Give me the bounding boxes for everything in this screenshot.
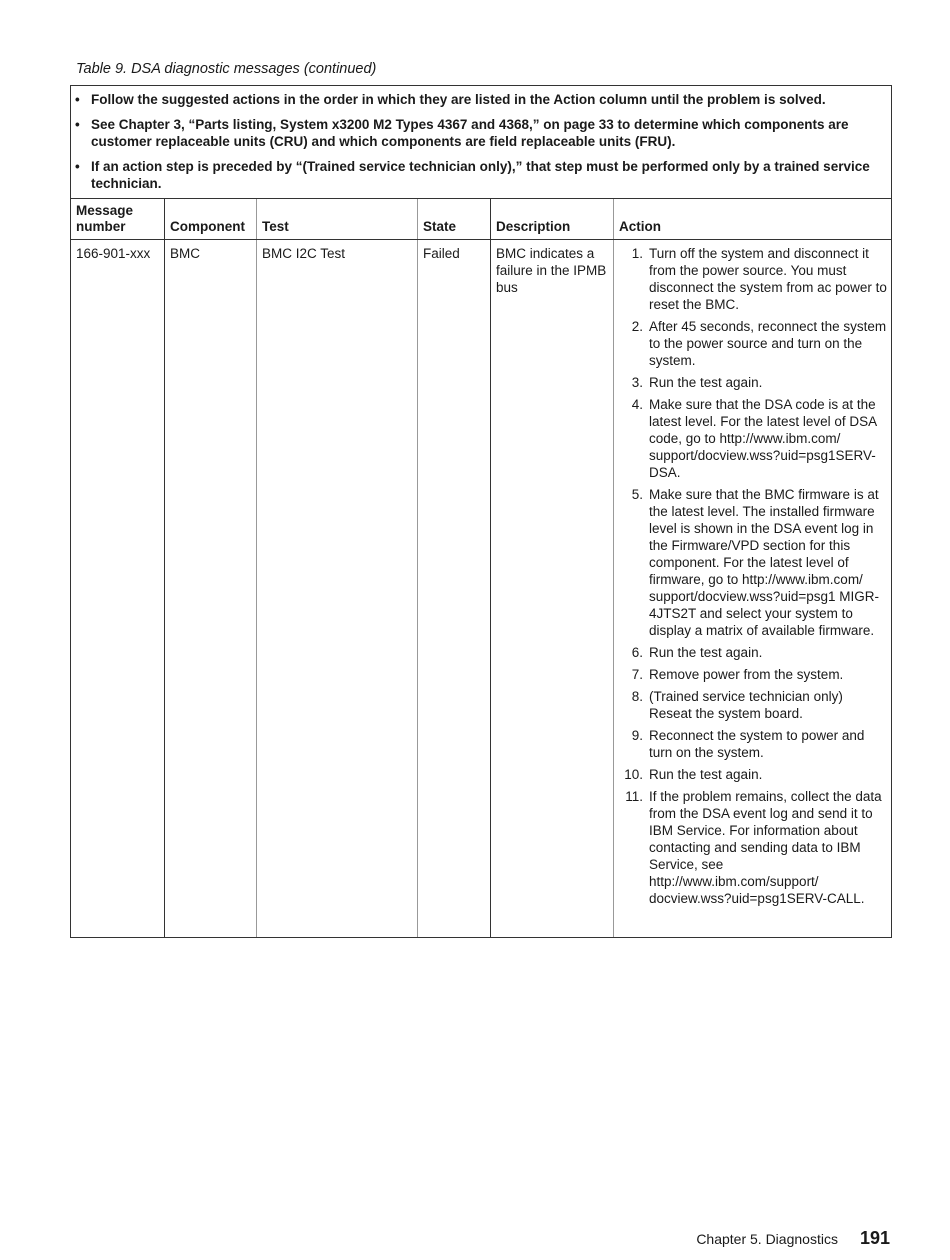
header-row (71, 198, 892, 239)
action-step: 9. Reconnect the system to power and turn on the system. (631, 727, 865, 760)
action-step: 2. After 45 seconds, reconnect the system to the power source and turn on the system. (631, 318, 887, 368)
header-component: Component (165, 198, 257, 239)
action-step: 3. Run the test again. (631, 374, 763, 390)
cell-test: BMC I2C Test (257, 239, 418, 937)
page-number: 191 (859, 1228, 890, 1248)
header-state: State (418, 198, 491, 239)
note-item: • See Chapter 3, “Parts listing, System x3200 M2 Types 4367 and 4368,” on page 33 to determine which components are customer replaceable units (CRU) and which components are field replaceable units (FRU). (75, 116, 849, 149)
table-caption: Table 9. DSA diagnostic messages (continued) (76, 61, 377, 77)
action-step: 8. (Trained service technician only) Reseat the system board. (631, 688, 843, 721)
action-step: 5. Make sure that the BMC firmware is at the latest level. The installed firmware level is shown in the DSA event log in the Firmware/VPD section for this component. For the latest level of firmware, go to http://www.ibm.com/ support/docview.wss?uid=psg1 MIGR-4JTS2T and select your system to display a matrix of available firmware. (631, 486, 879, 638)
header-description: Description (491, 198, 614, 239)
header-message-number: Message number (71, 198, 165, 239)
note-item: • Follow the suggested actions in the order in which they are listed in the Action column until the problem is solved. (75, 92, 826, 107)
cell-component: BMC (165, 239, 257, 937)
chapter-label: Chapter 5. Diagnostics (696, 1231, 838, 1247)
notes-list (75, 91, 883, 193)
note-item: • If an action step is preceded by “(Trained service technician only),” that step must be performed only by a trained service technician. (75, 158, 870, 191)
page-footer (696, 1228, 890, 1249)
notes-row (71, 86, 892, 199)
cell-state: Failed (418, 239, 491, 937)
action-step: 11. If the problem remains, collect the data from the DSA event log and send it to IBM Service. For information about contacting and sending data to IBM Service, see http://www.ibm.com/support/ docview.wss?uid=psg1SERV-CALL. (625, 788, 882, 906)
cell-message-number: 166-901-xxx (71, 239, 165, 937)
table-row (71, 239, 892, 937)
action-step: 10. Run the test again. (624, 766, 763, 782)
action-step: 7. Remove power from the system. (631, 666, 844, 682)
action-step: 4. Make sure that the DSA code is at the latest level. For the latest level of DSA code, go to http://www.ibm.com/ support/docview.wss?uid=psg1SERV-DSA. (631, 396, 877, 480)
action-step: 1. Turn off the system and disconnect it from the power source. You must disconnect the system from ac power to reset the BMC. (631, 245, 887, 312)
cell-action (614, 239, 892, 937)
header-action: Action (614, 198, 892, 239)
header-test: Test (257, 198, 418, 239)
action-list (619, 245, 887, 907)
cell-description: BMC indicates a failure in the IPMB bus (491, 239, 614, 937)
dsa-messages-table (70, 85, 891, 938)
action-step: 6. Run the test again. (631, 644, 763, 660)
